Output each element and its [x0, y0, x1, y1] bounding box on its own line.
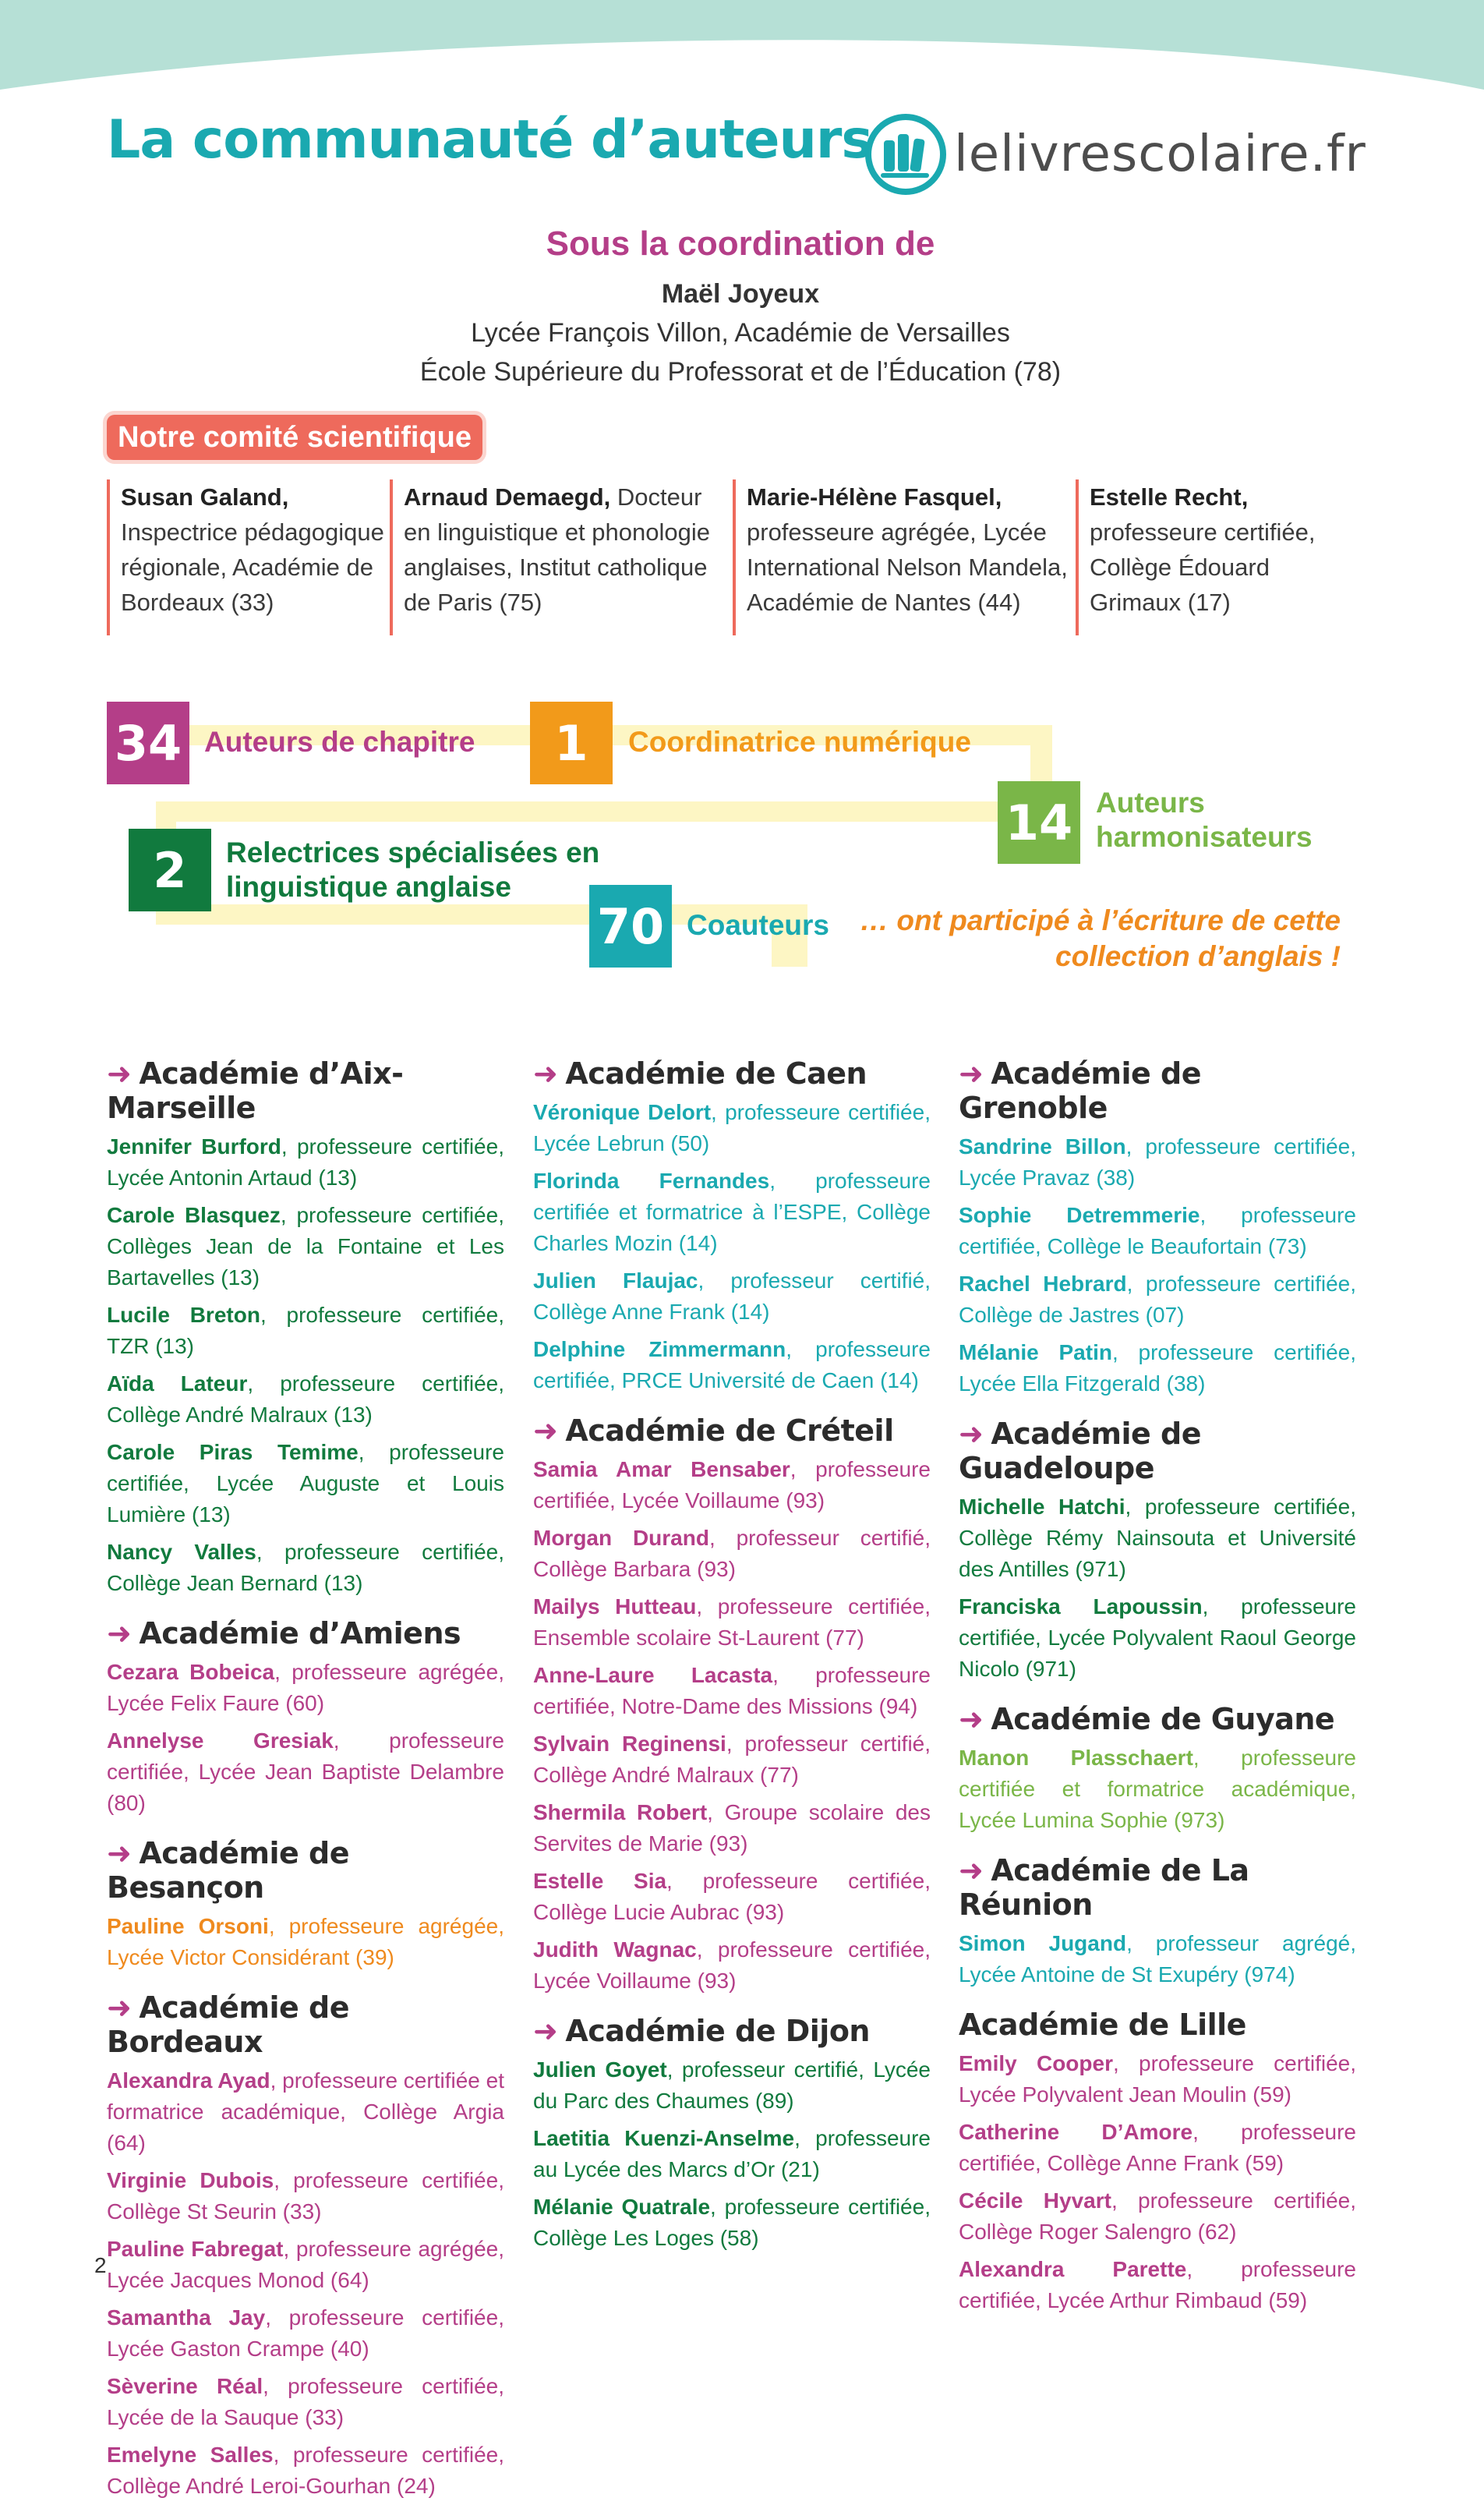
author-entry [959, 2117, 1356, 2179]
arrow-right-icon: ➜ [107, 1616, 132, 1650]
academy-section [107, 1056, 504, 1599]
member-desc: professeure agrégée, Lycée International Nelson Mandela, Académie de Nantes (44) [747, 518, 1068, 616]
closing-line1: … ont participé à l’écriture de cette [860, 904, 1341, 936]
author-entry [533, 1591, 931, 1654]
author-name: Julien Flaujac [533, 1268, 698, 1293]
stat-coauthors-label: Coauteurs [687, 909, 829, 941]
author-desc: , professeure agrégée, Lycée Victor Considérant (39) [107, 1914, 504, 1969]
stat-harmonizers-label [1096, 786, 1313, 854]
author-entry [959, 2254, 1356, 2316]
author-entry [107, 2234, 504, 2296]
author-name: Cezara Bobeica [107, 1660, 275, 1684]
author-desc: , Groupe scolaire des Servites de Marie (93) [533, 1800, 931, 1856]
arrow-right-icon: ➜ [107, 1836, 132, 1870]
academy-title-text: Académie de Créteil [565, 1413, 894, 1448]
stat-proofreaders-label-line2: linguistique anglaise [226, 871, 511, 903]
author-name: Samantha Jay [107, 2305, 266, 2330]
author-desc: , professeure certifiée et formatrice à l’ESPE, Collège Charles Mozin (14) [533, 1169, 931, 1255]
author-name: Carole Piras Temime [107, 1440, 359, 1464]
member-name: Susan Galand, [121, 483, 289, 511]
academy-title [107, 1056, 504, 1125]
academy-title-text: Académie de Guadeloupe [959, 1417, 1201, 1485]
academy-column-2 [533, 1056, 931, 2271]
academy-section [959, 2008, 1356, 2316]
arrow-right-icon: ➜ [533, 1413, 558, 1448]
author-name: Michelle Hatchi [959, 1495, 1125, 1519]
stat-proofreaders-number: 2 [129, 829, 211, 911]
author-entry [533, 1728, 931, 1791]
stat-harmonizers-number: 14 [998, 781, 1080, 864]
author-name: Carole Blasquez [107, 1203, 281, 1227]
author-desc: , professeur certifié, Collège Anne Frank (14) [533, 1268, 931, 1324]
author-desc: , professeure certifiée, Lycée Voillaume (93) [533, 1937, 931, 1993]
author-name: Samia Amar Bensaber [533, 1457, 790, 1481]
author-desc: , professeure certifiée, Lycée de la Sauque (33) [107, 2374, 504, 2429]
arrow-right-icon: ➜ [107, 1990, 132, 2025]
committee-member [390, 479, 723, 635]
author-entry [107, 1725, 504, 1819]
academy-title-text: Académie de Lille [959, 2008, 1246, 2042]
author-name: Alexandra Parette [959, 2257, 1187, 2281]
author-name: Lucile Breton [107, 1303, 260, 1327]
author-desc: , professeure certifiée et formatrice académique, Collège Argia (64) [107, 2068, 504, 2155]
stat-digital-coordinator-number: 1 [530, 702, 613, 784]
stat-proofreaders-label-line1: Relectrices spécialisées en [226, 837, 600, 869]
contributors-infographic [0, 694, 1484, 990]
author-entry [107, 1657, 504, 1719]
author-desc: , professeure certifiée, Collège Anne Frank (59) [959, 2120, 1356, 2175]
academy-title [107, 1836, 504, 1905]
author-entry [107, 1200, 504, 1293]
academy-title [107, 1616, 504, 1650]
author-desc: , professeure certifiée, Lycée Antonin Artaud (13) [107, 1134, 504, 1190]
author-entry [959, 1337, 1356, 1399]
author-name: Cécile Hyvart [959, 2188, 1111, 2213]
author-entry [533, 1523, 931, 1585]
author-entry [533, 1934, 931, 1997]
author-desc: , professeure agrégée, Lycée Jacques Monod (64) [107, 2237, 504, 2292]
academy-title [959, 1853, 1356, 1922]
coordinator-school: Lycée François Villon, Académie de Versailles [471, 318, 1010, 348]
stat-harmonizers-label-line2: harmonisateurs [1096, 821, 1313, 853]
author-name: Catherine D’Amore [959, 2120, 1193, 2144]
author-name: Mélanie Patin [959, 1340, 1112, 1364]
author-name: Manon Plasschaert [959, 1746, 1193, 1770]
author-entry [959, 1491, 1356, 1585]
stat-harmonizers-label-line1: Auteurs [1096, 787, 1205, 819]
author-desc: , professeure certifiée, Collège le Beaufortain (73) [959, 1203, 1356, 1258]
page-title: La communauté d’auteurs [107, 109, 872, 171]
academy-section [959, 1853, 1356, 1990]
author-entry [107, 1300, 504, 1362]
academy-title [533, 1413, 931, 1448]
author-desc: , professeure certifiée, Lycée Polyvalent Jean Moulin (59) [959, 2051, 1356, 2107]
academy-title-text: Académie d’Aix-Marseille [107, 1056, 404, 1125]
academy-column-3 [959, 1056, 1356, 2333]
author-name: Anne-Laure Lacasta [533, 1663, 773, 1687]
author-entry [959, 2048, 1356, 2110]
author-desc: , professeure au Lycée des Marcs d’Or (21) [533, 2126, 931, 2181]
author-name: Mélanie Quatrale [533, 2195, 711, 2219]
author-entry [533, 1265, 931, 1328]
author-desc: , professeure certifiée, Collèges Jean de la Fontaine et Les Bartavelles (13) [107, 1203, 504, 1290]
stat-chapter-authors-number: 34 [107, 702, 189, 784]
arrow-right-icon: ➜ [959, 1702, 984, 1736]
author-desc: , professeure certifiée, Lycée Pravaz (38) [959, 1134, 1356, 1190]
academy-section [107, 1836, 504, 1973]
author-entry [959, 2185, 1356, 2248]
author-desc: , professeure certifiée, Collège Roger Salengro (62) [959, 2188, 1356, 2244]
author-desc: , professeure certifiée, Collège André Malraux (13) [107, 1371, 504, 1427]
page-number: 2 [94, 2253, 107, 2277]
stat-chapter-authors-label: Auteurs de chapitre [204, 726, 475, 758]
author-desc: , professeur certifié, Collège André Malraux (77) [533, 1732, 931, 1787]
author-desc: , professeur certifié, Collège Barbara (93) [533, 1526, 931, 1581]
member-desc: professeure certifiée, Collège Édouard Grimaux (17) [1090, 518, 1316, 616]
author-entry [107, 1131, 504, 1194]
member-desc: Docteur en linguistique et phonologie anglaises, Institut catholique de Paris (75) [404, 483, 710, 616]
author-entry [107, 2439, 504, 2502]
author-desc: , professeur agrégé, Lycée Antoine de St Exupéry (974) [959, 1931, 1357, 1987]
author-desc: , professeure certifiée, Lycée Voillaume (93) [533, 1457, 931, 1512]
academy-title-text: Académie de Besançon [107, 1836, 349, 1905]
coordinator-espe: École Supérieure du Professorat et de l’Éducation (78) [419, 357, 1062, 387]
arrow-right-icon: ➜ [533, 1056, 558, 1091]
author-name: Delphine Zimmermann [533, 1337, 786, 1361]
books-logo-icon [864, 112, 948, 196]
author-entry [533, 1866, 931, 1928]
author-name: Emily Cooper [959, 2051, 1113, 2075]
committee-member [107, 479, 386, 635]
author-name: Emelyne Salles [107, 2443, 274, 2467]
arrow-right-icon: ➜ [107, 1056, 132, 1091]
logo-text: lelivrescolaire.fr [954, 125, 1366, 183]
academy-title [533, 2014, 931, 2048]
publisher-logo [864, 109, 1366, 199]
closing-statement [857, 903, 1341, 975]
member-name: Marie-Hélène Fasquel, [747, 483, 1002, 511]
author-desc: , professeure certifiée, TZR (13) [107, 1303, 504, 1358]
arrow-right-icon: ➜ [533, 2014, 558, 2048]
author-name: Florinda Fernandes [533, 1169, 770, 1193]
author-name: Sandrine Billon [959, 1134, 1126, 1159]
author-name: Jennifer Burford [107, 1134, 281, 1159]
author-desc: , professeure certifiée, Collège de Jastres (07) [959, 1272, 1356, 1327]
academy-title [533, 1056, 931, 1091]
coordinator-name: Maël Joyeux [661, 279, 820, 309]
author-entry [107, 2371, 504, 2433]
academy-title-text: Académie de Caen [565, 1056, 867, 1091]
author-name: Pauline Orsoni [107, 1914, 269, 1938]
top-banner [0, 0, 1484, 90]
author-desc: , professeure certifiée, Lycée Lebrun (50) [533, 1100, 931, 1155]
author-desc: , professeure certifiée, Collège St Seurin (33) [107, 2168, 504, 2224]
author-desc: , professeure certifiée et formatrice académique, Lycée Lumina Sophie (973) [959, 1746, 1356, 1832]
author-entry [107, 1437, 504, 1530]
author-name: Pauline Fabregat [107, 2237, 284, 2261]
author-entry [959, 1928, 1356, 1990]
author-name: Julien Goyet [533, 2057, 667, 2082]
member-desc: Inspectrice pédagogique régionale, Académie de Bordeaux (33) [121, 518, 384, 616]
author-entry [959, 1131, 1356, 1194]
author-name: Aïda Lateur [107, 1371, 248, 1396]
committee-member [733, 479, 1074, 635]
academy-section [533, 2014, 931, 2254]
committee-member [1076, 479, 1339, 635]
academy-title-text: Académie de La Réunion [959, 1853, 1249, 1922]
academy-title [959, 1702, 1356, 1736]
author-desc: , professeure certifiée, Lycée Arthur Rimbaud (59) [959, 2257, 1356, 2312]
author-entry [533, 1454, 931, 1516]
committee-label: Notre comité scientifique [107, 415, 482, 460]
author-entry [959, 1200, 1356, 1262]
academy-title [959, 1056, 1356, 1125]
academy-title-text: Académie de Guyane [991, 1702, 1335, 1736]
author-desc: , professeure certifiée, Notre-Dame des Missions (94) [533, 1663, 931, 1718]
author-name: Sylvain Reginensi [533, 1732, 726, 1756]
academy-section [959, 1417, 1356, 1685]
academy-column-1 [107, 1056, 504, 2519]
author-entry [959, 1591, 1356, 1685]
author-name: Shermila Robert [533, 1800, 708, 1824]
stat-proofreaders-label [226, 836, 599, 904]
academy-section [107, 1990, 504, 2502]
author-name: Véronique Delort [533, 1100, 712, 1124]
author-entry [107, 2065, 504, 2159]
author-name: Sèverine Réal [107, 2374, 263, 2398]
author-desc: , professeure certifiée, Collège Les Loges (58) [533, 2195, 931, 2250]
author-entry [533, 2054, 931, 2117]
member-name: Arnaud Demaegd, [404, 483, 611, 511]
arrow-right-icon: ➜ [959, 1417, 984, 1451]
author-entry [959, 1268, 1356, 1331]
author-entry [533, 2192, 931, 2254]
author-entry [107, 1537, 504, 1599]
academy-section [107, 1616, 504, 1819]
arrow-right-icon: ➜ [959, 1853, 984, 1887]
author-entry [107, 1911, 504, 1973]
author-desc: , professeur certifié, Lycée du Parc des Chaumes (89) [533, 2057, 931, 2113]
author-entry [959, 1742, 1356, 1836]
academy-title [107, 1990, 504, 2059]
author-entry [107, 1368, 504, 1431]
author-desc: , professeure certifiée, Collège André Leroi-Gourhan (24) [107, 2443, 504, 2498]
author-desc: , professeure certifiée, Lycée Polyvalent Raoul George Nicolo (971) [959, 1594, 1356, 1681]
coordination-heading: Sous la coordination de [546, 225, 935, 263]
author-name: Alexandra Ayad [107, 2068, 270, 2093]
author-desc: , professeure certifiée, Collège Rémy Nainsouta et Université des Antilles (971) [959, 1495, 1356, 1581]
author-name: Judith Wagnac [533, 1937, 697, 1962]
author-name: Mailys Hutteau [533, 1594, 697, 1619]
author-name: Nancy Valles [107, 1540, 256, 1564]
author-name: Annelyse Gresiak [107, 1728, 334, 1753]
academy-title-text: Académie de Bordeaux [107, 1990, 349, 2059]
author-name: Laetitia Kuenzi-Anselme [533, 2126, 795, 2150]
closing-line2: collection d’anglais ! [1055, 940, 1341, 972]
academy-title [959, 2008, 1356, 2042]
author-desc: , professeure certifiée, Lycée Ella Fitzgerald (38) [959, 1340, 1356, 1396]
member-name: Estelle Recht, [1090, 483, 1249, 511]
author-entry [533, 2123, 931, 2185]
arrow-right-icon: ➜ [959, 1056, 984, 1091]
academy-section [959, 1056, 1356, 1399]
author-entry [533, 1660, 931, 1722]
academy-title-text: Académie de Grenoble [959, 1056, 1201, 1125]
coordination-block [390, 225, 1091, 391]
stat-coauthors-number: 70 [589, 885, 672, 968]
author-desc: , professeure certifiée, Collège Jean Bernard (13) [107, 1540, 504, 1595]
stat-digital-coordinator-label: Coordinatrice numérique [628, 726, 971, 758]
author-desc: , professeure certifiée, Lycée Auguste et Louis Lumière (13) [107, 1440, 504, 1527]
author-desc: , professeure agrégée, Lycée Felix Faure (60) [107, 1660, 504, 1715]
author-entry [533, 1334, 931, 1396]
author-name: Rachel Hebrard [959, 1272, 1127, 1296]
author-entry [107, 2302, 504, 2365]
author-desc: , professeure certifiée, Lycée Gaston Crampe (40) [107, 2305, 504, 2361]
author-entry [533, 1166, 931, 1259]
author-name: Estelle Sia [533, 1869, 667, 1893]
academy-title-text: Académie de Dijon [565, 2014, 870, 2048]
author-name: Simon Jugand [959, 1931, 1127, 1955]
academy-title-text: Académie d’Amiens [139, 1616, 461, 1650]
academy-section [533, 1056, 931, 1396]
author-desc: , professeure certifiée, Lycée Jean Baptiste Delambre (80) [107, 1728, 504, 1815]
author-entry [533, 1797, 931, 1859]
author-desc: , professeure certifiée, PRCE Université de Caen (14) [533, 1337, 931, 1392]
academy-section [959, 1702, 1356, 1836]
author-desc: , professeure certifiée, Collège Lucie Aubrac (93) [533, 1869, 931, 1924]
author-name: Morgan Durand [533, 1526, 709, 1550]
academy-title [959, 1417, 1356, 1485]
academy-section [533, 1413, 931, 1997]
author-desc: , professeure certifiée, Ensemble scolaire St-Laurent (77) [533, 1594, 931, 1650]
author-entry [533, 1097, 931, 1159]
author-name: Sophie Detremmerie [959, 1203, 1200, 1227]
author-name: Virginie Dubois [107, 2168, 274, 2192]
author-entry [107, 2165, 504, 2227]
author-name: Franciska Lapoussin [959, 1594, 1203, 1619]
